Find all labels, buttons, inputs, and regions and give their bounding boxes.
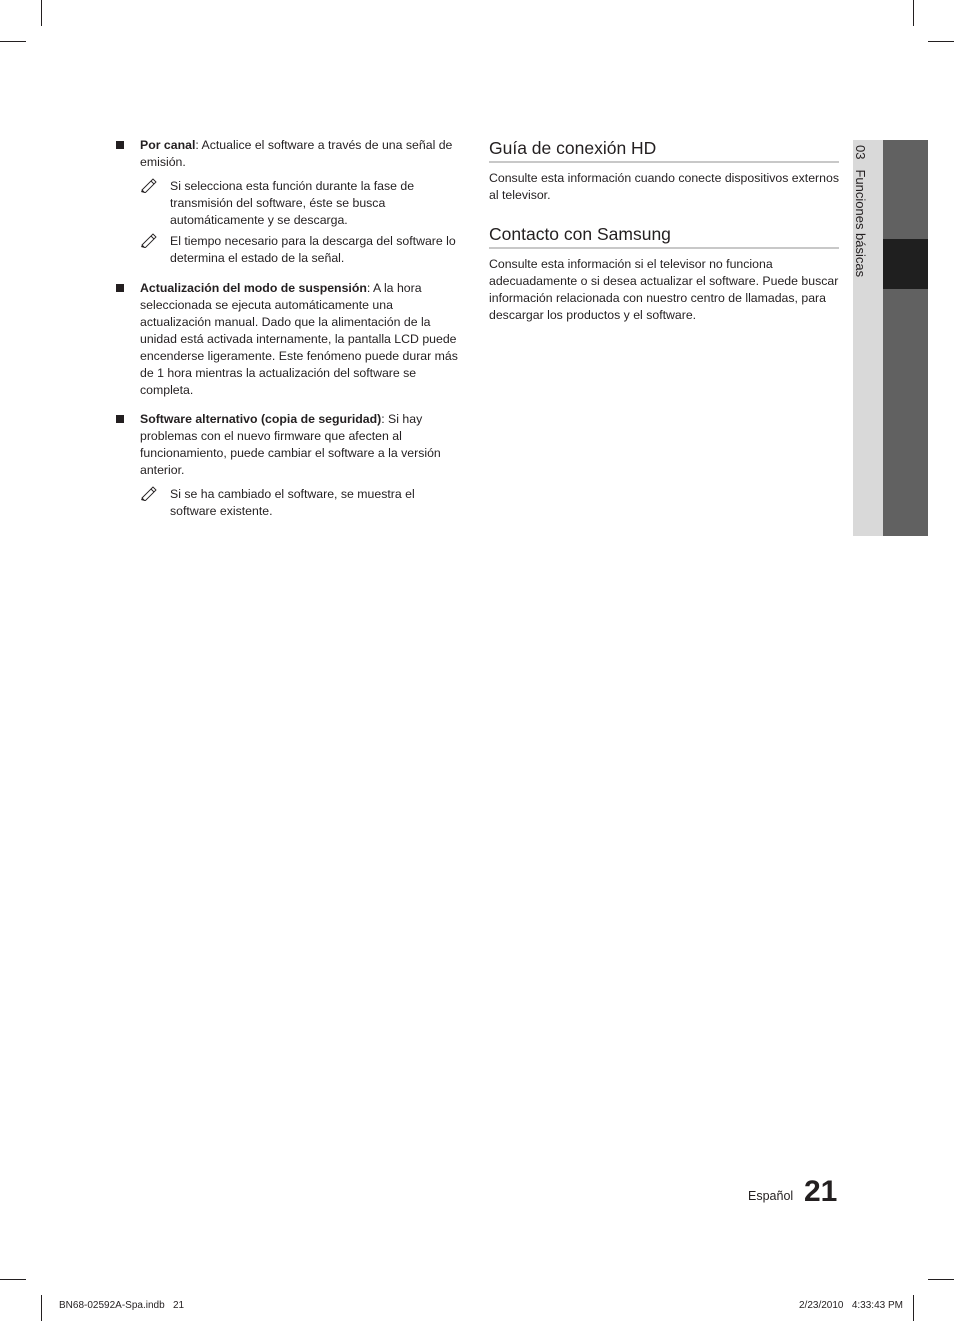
crop-mark bbox=[41, 1295, 42, 1321]
chapter-tab-highlight bbox=[883, 239, 928, 289]
bullet-term: Por canal bbox=[140, 138, 196, 152]
note-text: Si selecciona esta función durante la fase de transmisión del software, éste se busca automáticamente y se descarga. bbox=[170, 179, 415, 227]
chapter-title: Funciones básicas bbox=[853, 169, 868, 278]
crop-mark bbox=[41, 0, 42, 26]
square-bullet-icon bbox=[116, 141, 124, 149]
chapter-tab-dark bbox=[883, 140, 928, 536]
section-body: Consulte esta información si el televisor no funciona adecuadamente o si desea actualizar el software. Puede buscar información relacionada con nuestro centro de llamadas, para descargar los productos y el software. bbox=[489, 257, 839, 322]
section-title: Contacto con Samsung bbox=[489, 223, 839, 249]
crop-mark bbox=[913, 1295, 914, 1321]
crop-mark bbox=[0, 1279, 26, 1280]
crop-mark bbox=[928, 1279, 954, 1280]
note-text: El tiempo necesario para la descarga del software lo determina el estado de la señal. bbox=[170, 234, 456, 265]
crop-mark bbox=[928, 41, 954, 42]
bullet-text: : A la hora seleccionada se ejecuta automáticamente una actualización manual. Dado que la alimentación de la unidad está activada internamente, la pantalla LCD puede encenderse ligeramente. Este fenómeno puede durar más de 1 hora mientras la actualización del software se completa. bbox=[140, 281, 458, 397]
section-title: Guía de conexión HD bbox=[489, 137, 839, 163]
section-hd-guide bbox=[489, 137, 839, 204]
print-slug-file: BN68-02592A-Spa.indb 21 bbox=[59, 1300, 185, 1311]
pencil-note-icon bbox=[140, 232, 160, 248]
chapter-number: 03 bbox=[853, 145, 868, 160]
note-text: Si se ha cambiado el software, se muestra el software existente. bbox=[170, 487, 415, 518]
crop-mark bbox=[0, 41, 26, 42]
bullet-term: Software alternativo (copia de seguridad) bbox=[140, 412, 382, 426]
note-item bbox=[140, 233, 464, 267]
right-column bbox=[489, 137, 839, 324]
square-bullet-icon bbox=[116, 284, 124, 292]
print-slug-datetime: 2/23/2010 4:33:43 PM bbox=[799, 1300, 903, 1311]
section-body: Consulte esta información cuando conecte dispositivos externos al televisor. bbox=[489, 171, 839, 202]
crop-mark bbox=[913, 0, 914, 26]
bullet-item bbox=[114, 411, 464, 479]
bullet-text: : Si hay problemas con el nuevo firmware que afecten al funcionamiento, puede cambiar el software a la versión anterior. bbox=[140, 412, 441, 477]
footer-language: Español bbox=[748, 1189, 794, 1203]
left-column bbox=[114, 137, 464, 524]
bullet-item bbox=[114, 137, 464, 171]
bullet-term: Actualización del modo de suspensión bbox=[140, 281, 367, 295]
note-item bbox=[140, 486, 464, 520]
pencil-note-icon bbox=[140, 485, 160, 501]
pencil-note-icon bbox=[140, 177, 160, 193]
section-contact-samsung bbox=[489, 223, 839, 324]
square-bullet-icon bbox=[116, 415, 124, 423]
bullet-text: : Actualice el software a través de una señal de emisión. bbox=[140, 138, 453, 169]
chapter-tab-label bbox=[853, 145, 868, 287]
bullet-item bbox=[114, 280, 464, 399]
page-number: 21 bbox=[804, 1175, 838, 1208]
note-item bbox=[140, 178, 464, 229]
